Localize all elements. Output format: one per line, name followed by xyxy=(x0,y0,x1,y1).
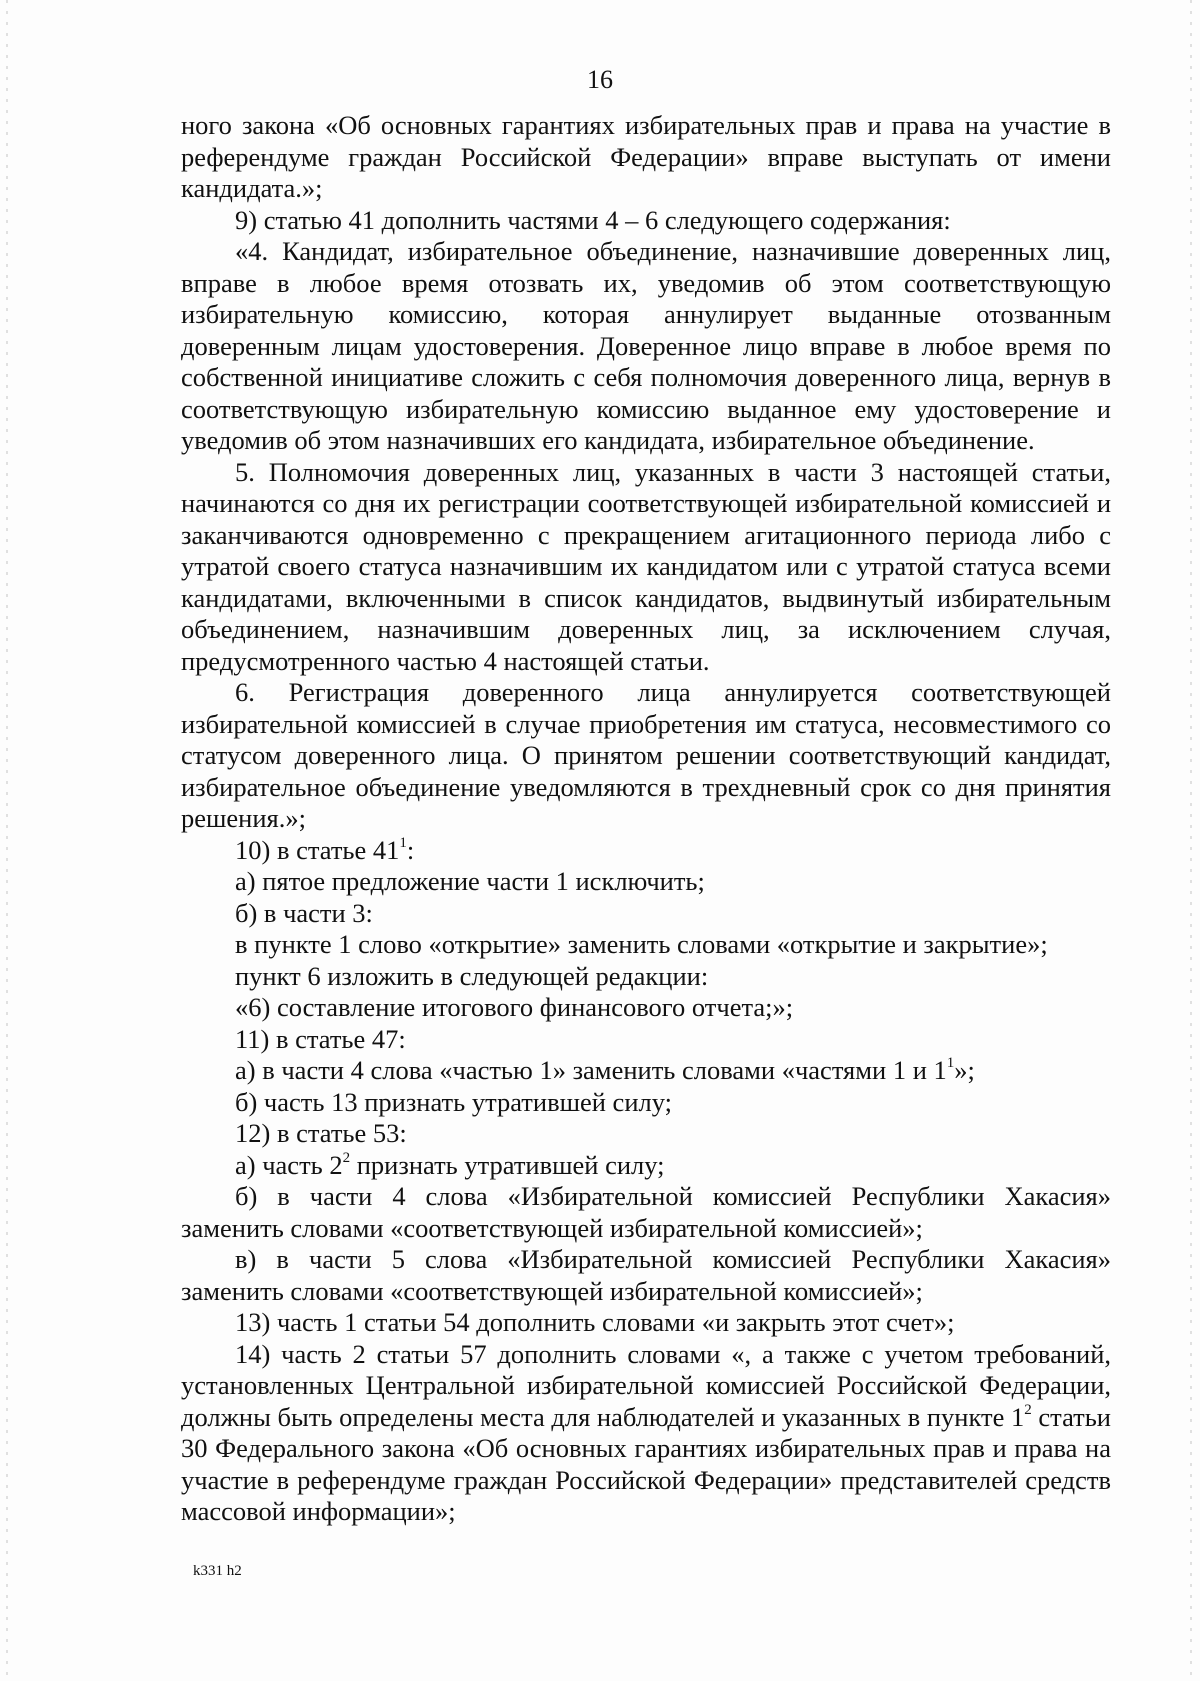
paragraph-part-4: «4. Кандидат, избирательное объединение, назначившие доверенных лиц, вправе в любое время отозвать их, уведомив об этом соответствующую избирательную комиссию, которая аннулирует выданные отозванным доверенным лицам удостоверения. Доверенное лицо вправе в любое время по собственной инициативе сложить с себя полномочия доверенного лица, вернув в соответствующую избирательную комиссию выданное ему удостоверение и уведомив об этом назначивших его кандидата, избирательное объединение. xyxy=(181,236,1111,455)
footer-document-code: k331 h2 xyxy=(193,1563,242,1579)
superscript: 2 xyxy=(1024,1401,1032,1418)
paragraph-item-9: 9) статью 41 дополнить частями 4 – 6 следующего содержания: xyxy=(235,204,951,235)
paragraph-item-12a xyxy=(181,1150,1111,1182)
scan-margin-right xyxy=(1190,0,1192,1681)
paragraph-part-6: 6. Регистрация доверенного лица аннулируется соответствующей избирательной комиссией в случае приобретения им статуса, несовместимого со статусом доверенного лица. О принятом решении соответствующий кандидат, избирательное объединение уведомляются в трехдневный срок со дня принятия решения.»; xyxy=(181,677,1111,833)
paragraph-text: 10) в статье 41 xyxy=(235,834,400,865)
paragraph-item-10b-6-text: «6) составление итогового финансового отчета;»; xyxy=(235,992,794,1022)
paragraph-text: : xyxy=(406,834,415,865)
paragraph-item-11a xyxy=(181,1055,1111,1087)
paragraph-item-14 xyxy=(181,1339,1111,1528)
superscript: 1 xyxy=(399,834,407,851)
paragraph-item-10b-6: пункт 6 изложить в следующей редакции: xyxy=(235,960,709,991)
page-number: 16 xyxy=(587,65,613,94)
paragraph-item-12c: в) в части 5 слова «Избирательной комиссией Республики Хакасия» заменить словами «соответствующей избирательной комиссией»; xyxy=(181,1244,1111,1306)
superscript: 1 xyxy=(946,1055,955,1072)
superscript: 2 xyxy=(342,1149,351,1166)
paragraph-text: »; xyxy=(954,1055,975,1085)
paragraph-text: а) в части 4 слова «частью 1» заменить словами «частями 1 и 1 xyxy=(235,1055,947,1085)
paragraph-item-11b: б) часть 13 признать утратившей силу; xyxy=(235,1086,672,1117)
paragraph-text: а) часть 2 xyxy=(235,1149,343,1180)
paragraph-item-11: 11) в статье 47: xyxy=(235,1023,406,1054)
paragraph-item-10 xyxy=(181,835,1111,867)
paragraph-continuation: ного закона «Об основных гарантиях избирательных прав и права на участие в референдуме граждан Российской Федерации» вправе выступать от имени кандидата.»; xyxy=(181,110,1111,203)
paragraph-text: 14) часть 2 статьи 57 дополнить словами «, а также с учетом требований, установленных Центральной избирательной комиссией Российской Федерации, должны быть определены места для наблюдателей и указанных в пункте 1 xyxy=(181,1338,1111,1432)
paragraph-text: признать утратившей силу; xyxy=(350,1149,665,1180)
paragraph-item-13: 13) часть 1 статьи 54 дополнить словами «и закрыть этот счет»; xyxy=(235,1307,955,1337)
paragraph-text: статьи 30 Федерального закона «Об основных гарантиях избирательных прав и права на участие в референдуме граждан Российской Федерации» представителей средств массовой информации»; xyxy=(181,1401,1111,1526)
paragraph-item-12: 12) в статье 53: xyxy=(235,1118,407,1148)
paragraph-item-10a: а) пятое предложение части 1 исключить; xyxy=(235,866,705,896)
document-body xyxy=(181,110,1111,1528)
paragraph-item-12b: б) в части 4 слова «Избирательной комиссией Республики Хакасия» заменить словами «соответствующей избирательной комиссией»; xyxy=(181,1181,1111,1243)
scan-margin-left xyxy=(6,0,8,1681)
paragraph-part-5: 5. Полномочия доверенных лиц, указанных в части 3 настоящей статьи, начинаются со дня их регистрации соответствующей избирательной комиссией и заканчиваются одновременно с прекращением агитационного периода либо с утратой своего статуса назначившим их кандидатом или с утратой статуса всеми кандидатами, включенными в список кандидатов, выдвинутый избирательным объединением, назначившим доверенных лиц, за исключением случая, предусмотренного частью 4 настоящей статьи. xyxy=(181,456,1111,676)
paragraph-item-10b-1: в пункте 1 слово «открытие» заменить словами «открытие и закрытие»; xyxy=(235,929,1048,959)
paragraph-item-10b: б) в части 3: xyxy=(235,897,373,928)
